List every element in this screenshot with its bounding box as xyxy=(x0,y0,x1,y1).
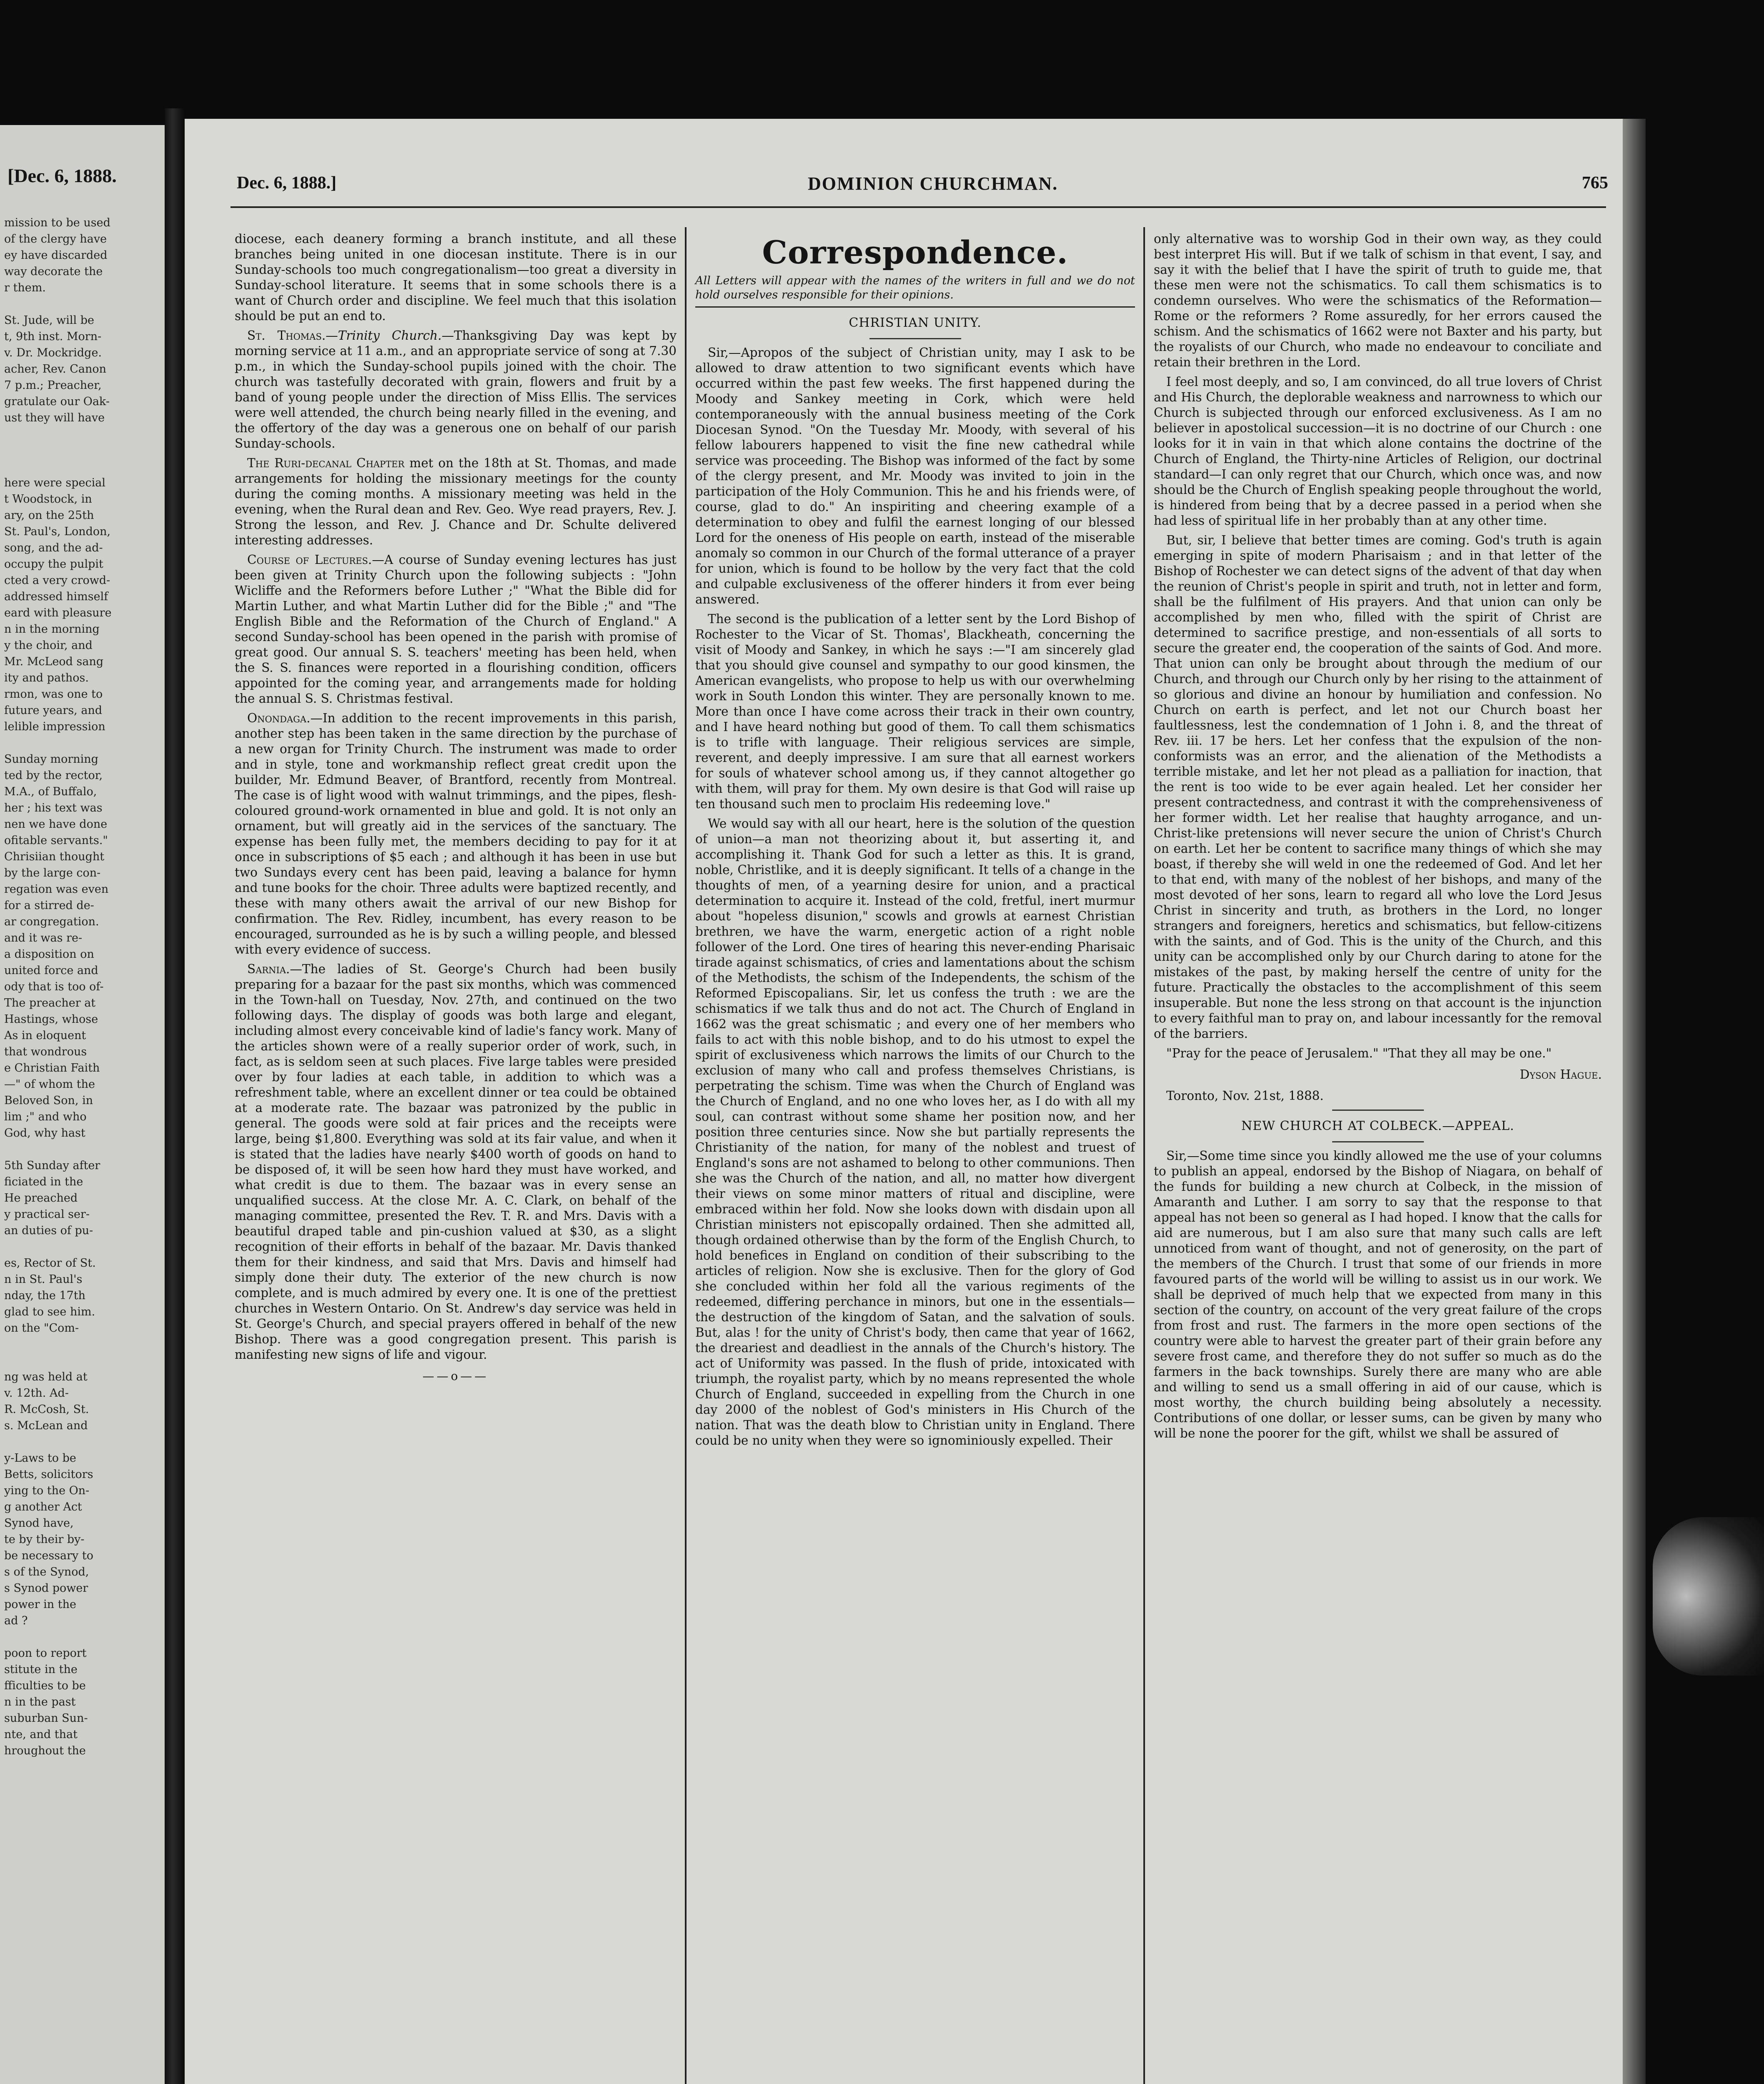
letter-heading: CHRISTIAN UNITY. xyxy=(849,316,982,330)
article-paragraph: diocese, each deanery forming a branch institute, and all these branches being united in one diocesan institute. There is in our Sunday-schools too much congregationalism—too great a diversity in Sunday-school literature. It seems that in some schools there is a want of Church order and discipline. We feel much that this isolation should be put an end to. xyxy=(235,232,677,323)
publication-title: DOMINION CHURCHMAN. xyxy=(808,173,1058,194)
scanner-finger-shadow xyxy=(1653,1517,1764,1676)
column-rule-1 xyxy=(685,227,687,2084)
article-paragraph xyxy=(235,456,677,548)
article-body: —The ladies of St. George's Church had been busily preparing for a bazaar for the past six months, which was commenced in the Town-hall on Tuesday, Nov. 27th, and continued on the two following days. The display of goods was both large and elegant, including almost every conceivable kind of ladie's fancy work. Many of the articles shown were of a really superior order of work, such, in fact, as is seldom seen at such places. Five large tables were presided over by four ladies at each table, in addition to which was a refreshment table, where an excellent dinner or tea could be obtained at a moderate rate. The bazaar was patronized by the public in general. The goods were sold at fair prices and the receipts were large, being $1,800. Everything was sold at its fair value, and when it is stated that the ladies have nearly $400 worth of goods on hand to be disposed of, it will be seen how hard they must have worked, and what credit is due to them. The bazaar was in every sense an unqualified success. At the close Mr. A. C. Clark, on behalf of the managing committee, presented the Rev. T. R. and Mrs. Davis with a beautiful draped table and pin-cushion valued at $30, as a slight recognition of their efforts in behalf of the bazaar. Mr. Davis thanked them for their kindness, and said that Mrs. Davis and himself had simply done their duty. The exterior of the new church is now complete, and is much admired by every one. It is one of the prettiest churches in Western Ontario. On St. Andrew's day service was held in St. George's Church, and special prayers offered in behalf of the new Bishop. There was a good congregation present. This parish is manifesting new signs of life and vigour. xyxy=(235,962,677,1362)
newspaper-page xyxy=(185,119,1623,2084)
correspondence-masthead: Correspondence. xyxy=(762,234,1068,271)
facing-page-header: [Dec. 6, 1888. xyxy=(8,165,117,186)
facing-page-fragment xyxy=(0,125,165,2084)
page-edge-shadow xyxy=(1623,119,1646,2084)
book-gutter xyxy=(165,108,185,2084)
editorial-note: All Letters will appear with the names of the writers in full and we do not hold ourselves responsible for their opinions. xyxy=(695,274,1135,301)
letter-dateline: Toronto, Nov. 21st, 1888. xyxy=(1166,1089,1324,1103)
letter-paragraph: We would say with all our heart, here is the solution of the question of union—a man not theorizing about it, but asserting it, and accomplishing it. Thank God for such a letter as this. It is grand, noble, Christlike, and it is deeply significant. It tells of a change in the thoughts of men, of a yearning desire for union, and a practical determination to acquire it. Instead of the cold, fretful, inert murmur about "hopeless disunion," scowls and growls at earnest Christian brethren, we have the warm, energetic action of a right noble follower of the Lord. One tires of hearing this never-ending Pharisaic tirade against schismatics, of cries and lamentations about the schism of the Methodists, the schism of the Independents, the schism of the Reformed Episcopalians. Sir, let us confess the truth : we are the schismatics if we talk thus and do not act. The Church of England in 1662 was the great schismatic ; and every one of her members who fails to act with this noble bishop, and to do his utmost to expel the spirit of exclusiveness which narrows the limits of our Church to the exclusion of many who call and profess themselves Christians, is perpetrating the schism. Time was when the Church of England was the Church of England, and no one who loves her, as I do with all my soul, can contrast without some shame her position now, and her position three centuries since. Now she but partially represents the Christianity of the nation, for many of the noblest and truest of England's sons are not ashamed to belong to other communions. Then she was the Church of the nation, and all, no matter how divergent their views on some minor matters of ritual and discipline, were embraced within her fold. Now she looks down with disdain upon all Christian ministers not episcopally ordained. Then she admitted all, though ordained otherwise than by the form of the English Church, to hold benefices in England on condition of their subscribing to the articles of religion. Now she is exclusive. Then for the glory of God she concluded within her fold all the various regiments of the redeemed, differing perchance in minors, but one in the essentials—the destruction of the kingdom of Satan, and the salvation of souls. But, alas ! for the unity of Christ's body, then came that year of 1662, the dreariest and deadliest in the annals of the Church's history. The act of Uniformity was passed. In the flush of pride, intoxicated with triumph, the royalist party, which by no means represented the whole Church of England, succeeded in expelling from the Church in one day 2000 of the noblest of God's ministers in His Church of the nation. That was the death blow to Christian unity in England. There could be no unity when they were so ignominiously expelled. Their xyxy=(695,817,1135,1448)
article-lead: Onondaga. xyxy=(247,711,311,725)
letter-signature: Dyson Hague. xyxy=(1520,1067,1602,1082)
article-lead: The Ruri-decanal Chapter xyxy=(247,456,405,470)
section-rule xyxy=(1332,1110,1424,1111)
letter-heading: NEW CHURCH AT COLBECK.—APPEAL. xyxy=(1241,1119,1515,1133)
article-lead: Course of Lectures. xyxy=(247,553,372,567)
header-date: Dec. 6, 1888.] xyxy=(237,173,337,193)
section-ornament: ——o—— xyxy=(422,1369,489,1383)
article-lead-italic: Trinity Church. xyxy=(338,328,442,343)
heading-rule xyxy=(869,338,961,339)
page-number: 765 xyxy=(1582,173,1608,193)
article-paragraph xyxy=(235,962,677,1363)
article-body: —A course of Sunday evening lectures has just been given at Trinity Church upon the following subjects : "John Wicliffe and the Reformers before Luther ;" "What the Bible did for Martin Luther, and what Martin Luther did for the Bible ;" and "The English Bible and the Reformation of the Church of England." A second Sunday-school has been opened in the parish with promise of great good. Our annual S. S. teachers' meeting has been held, when the S. S. finances were reported in a flourishing condition, officers appointed for the coming year, and arrangements made for holding the annual S. S. Christmas festival. xyxy=(235,553,677,706)
letter-paragraph: I feel most deeply, and so, I am convinced, do all true lovers of Christ and His Church, the deplorable weakness and narrowness to which our Church is subjected through our enforced exclusiveness. As I am no believer in apostolical succession—it is no doctrine of our Church : one looks for it in vain in that which alone contains the doctrine of the Church of England, the Thirty-nine Articles of Religion, our doctrinal standard—I can only regret that our Church, which once was, and now should be the Church of English speaking people throughout the world, is hindered from being that by a decree passed in a period when she had less of spiritual life in her probably than at any other time. xyxy=(1154,375,1602,528)
article-paragraph xyxy=(235,711,677,957)
letter-paragraph: Sir,—Apropos of the subject of Christian unity, may I ask to be allowed to draw attention to two significant events which have occurred within the past few weeks. The first happened during the Moody and Sankey meeting in Cork, which were held contemporaneously with the annual business meeting of the Cork Diocesan Synod. "On the Tuesday Mr. Moody, with several of his fellow labourers happened to visit the fine new cathedral while service was proceeding. The Bishop was informed of the fact by some of the clergy present, and Mr. Moody was invited to join in the participation of the Holy Communion. This he and his friends were, of course, glad to do." An inspiriting and cheering example of a determination to obey and fulfil the earnest longing of our blessed Lord for the oneness of His people on earth, instead of the miserable anomaly so common in our Church of the formal utterance of a prayer for union, which is found to be hollow by the very fact that the cold and culpable exclusiveness of the offerer hinders it from ever being answered. xyxy=(695,346,1135,606)
letter-paragraph: "Pray for the peace of Jerusalem." "That they all may be one." xyxy=(1166,1046,1552,1060)
letter-paragraph: The second is the publication of a letter sent by the Lord Bishop of Rochester to the Vicar of St. Thomas', Blackheath, concerning the visit of Moody and Sankey, in which he says :—"I am sincerely glad that you should give counsel and sympathy to our good kinsmen, the American evangelists, who propose to help us with our overwhelming work in South London this winter. They are personally known to me. More than once I have come across their track in their own country, and I have heard nothing but good of them. To call them schismatics is to trifle with language. Their religious services are simple, reverent, and deeply impressive. I am sure that all earnest workers for souls of whatever school among us, if they cannot altogether go with them, will pray for them. My own desire is that God will raise up ten thousand such men to proclaim His redeeming love." xyxy=(695,612,1135,811)
article-lead: St. Thomas.— xyxy=(247,328,338,343)
article-body: met on the 18th at St. Thomas, and made arrangements for holding the missionary meetings for the county during the coming months. A missionary meeting was held in the evening, when the Rural dean and Rev. Geo. Wye read prayers, Rev. J. Strong the lesson, and Rev. J. Chance and Dr. Schulte delivered interesting addresses. xyxy=(235,456,677,547)
article-paragraph xyxy=(235,328,677,451)
letter-paragraph: But, sir, I believe that better times are coming. God's truth is again emerging in spite of modern Pharisaism ; and in that letter of the Bishop of Rochester we can detect signs of the advent of that day when the reunion of Christ's people in spirit and truth, not in letter and form, shall be the fulfilment of His prayers. And that union can only be accomplished by men who, filled with the spirit of Christ are determined to sacrifice prestige, and non-essentials of all sorts to secure the greater end, the cooperation of the saints of God. And more. That union can only be brought about through the medium of our Church, and through our Church only by her rising to the attainment of so glorious and divine an honour by humiliation and confession. No Church on earth is perfect, and let not our Church boast her faultlessness, lest the condemnation of 1 John i. 8, and the threat of Rev. iii. 17 be hers. Let her confess that the expulsion of the non-conformists was an error, and the alienation of the Methodists a terrible mistake, and let her not plead as a palliation for inaction, that the rent is too wide to be ever again healed. Let her consider her present contractedness, and contrast it with the comprehensiveness of her former width. Let her realise that haughty arrogance, and un-Christ-like pretensions will never secure the union of Christ's Church on earth. Let her be content to sacrifice many things of which she may boast, if thereby she will weld in one the redeemed of God. And let her to that end, with many of the noblest of her bishops, and many of the most devoted of her sons, learn to regard all who love the Lord Jesus Christ in sincerity and truth, as brothers in the Lord, no longer strangers and foreigners, heretics and schismatics, but fellow-citizens with the saints, and of God. This is the unity of the Church, and this unity can be accomplished only by our Church daring to atone for the mistakes of the past, by making herself the centre of unity for the future. Practically the obstacles to the accomplishment of this seem insuperable. But none the less strong on that account is the injunction to every faithful man to pray on, and labour incessantly for the removal of the barriers. xyxy=(1154,533,1602,1041)
article-body: —In addition to the recent improvements in this parish, another step has been taken in the same direction by the purchase of a new organ for Trinity Church. The instrument was made to order and in style, tone and workmanship reflect great credit upon the builder, Mr. Edmund Beaver, of Brantford, recently from Montreal. The case is of light wood with walnut trimmings, and the pipes, flesh-coloured ground-work ornamented in blue and gold. It is not only an ornament, but will greatly aid in the services of the sanctuary. The expense has been fully met, the members deciding to pay for it at once in subscriptions of $5 each ; and although it has been in use but two Sundays every cent has been paid, leaving a balance for hymn and tune books for the choir. Three adults were baptized recently, and these with many others await the arrival of our new Bishop for confirmation. The Rev. Ridley, incumbent, has every reason to be encouraged, surrounded as he is by such a willing people, and blessed with every evidence of success. xyxy=(235,711,677,957)
facing-page-text: mission to be used of the clergy have ey have discarded way decorate the r them. St. Jude, will be t, 9th inst. Morn- v. Dr. Mockridge. acher, Rev. Canon 7 p.m.; Preacher, gratulate our Oak- ust they will have here were special t Woodstock, in ary, on the 25th St. Paul's, London, song, and the ad- occupy the pulpit cted a very crowd- addressed himself eard with pleasure n in the morning y the choir, and Mr. McLeod sang ity and pathos. rmon, was one to future years, and lelible impression Sunday morning ted by the rector, M.A., of Buffalo, her ; his text was nen we have done ofitable servants." Chrisiian thought by the large con- regation was even for a stirred de- ar congregation. and it was re- a disposition on united force and ody that is too of- The preacher at Hastings, whose As in eloquent that wondrous e Christian Faith —" of whom the Beloved Son, in lim ;" and who God, why hast 5th Sunday after ficiated in the He preached y practical ser- an duties of pu- es, Rector of St. n in St. Paul's nday, the 17th glad to see him. on the "Com- ng was held at v. 12th. Ad- R. McCosh, St. s. McLean and y-Laws to be Betts, solicitors ying to the On- g another Act Synod have, te by their by- be necessary to s of the Synod, s Synod power power in the ad ? poon to report stitute in the fficulties to be n in the past suburban Sun- nte, and that hroughout the xyxy=(4,216,112,1757)
header-rule xyxy=(231,206,1606,208)
column-2 xyxy=(695,231,1135,1453)
article-lead: Sarnia. xyxy=(247,962,290,976)
letter-paragraph: only alternative was to worship God in their own way, as they could best interpret His will. But if we talk of schism in that event, I say, and say it with the belief that I have the spirit of truth to guide me, that these men were not the schismatics. To call them schismatics is to condemn ourselves. Who were the schismatics of the Reformation—Rome or the reformers ? Rome assuredly, for her errors caused the schism. And the schismatics of 1662 were not Baxter and his party, but the royalists of our Church, who made no endeavour to conciliate and retain their brethren in the Lord. xyxy=(1154,232,1602,369)
column-3 xyxy=(1154,231,1602,1445)
article-paragraph xyxy=(235,552,677,706)
column-rule-2 xyxy=(1143,227,1145,2084)
section-rule xyxy=(695,306,1135,308)
heading-rule xyxy=(1332,1141,1424,1142)
column-1 xyxy=(235,231,677,1390)
article-body: —Thanksgiving Day was kept by morning service at 11 a.m., and an appropriate service of song at 7.30 p.m., in which the Sunday-school pupils joined with the choir. The church was tastefully decorated with grain, flowers and fruit by a band of young people under the direction of Miss Ellis. The services were well attended, the church being nearly filled in the evening, and the offertory of the day was a generous one on behalf of our parish Sunday-schools. xyxy=(235,328,677,451)
page-header xyxy=(237,173,1612,198)
letter-paragraph: Sir,—Some time since you kindly allowed me the use of your columns to publish an appeal, endorsed by the Bishop of Niagara, on behalf of the funds for building a new church at Colbeck, in the mission of Amaranth and Luther. I am sorry to say that the response to that appeal has not been so general as I had hoped. I know that the calls for aid are numerous, but I am also sure that many such calls are left unnoticed from want of thought, and not of generosity, on the part of the members of the Church. I trust that some of our friends in more favoured parts of the world will be willing to assist us in our work. We shall be deprived of much help that we expected from many in this section of the country, on account of the very great failure of the crops from frost and rust. The farmers in the more open sections of the country were able to harvest the greater part of their grain before any severe frost came, and therefore they do not suffer so much as do the farmers in the back townships. Surely there are many who are able and willing to send us a small offering in aid of our cause, which is most worthy, the church building being absolutely a necessity. Contributions of one dollar, or lesser sums, can be given by many who will be none the poorer for the gift, whilst we shall be assured of xyxy=(1154,1149,1602,1440)
